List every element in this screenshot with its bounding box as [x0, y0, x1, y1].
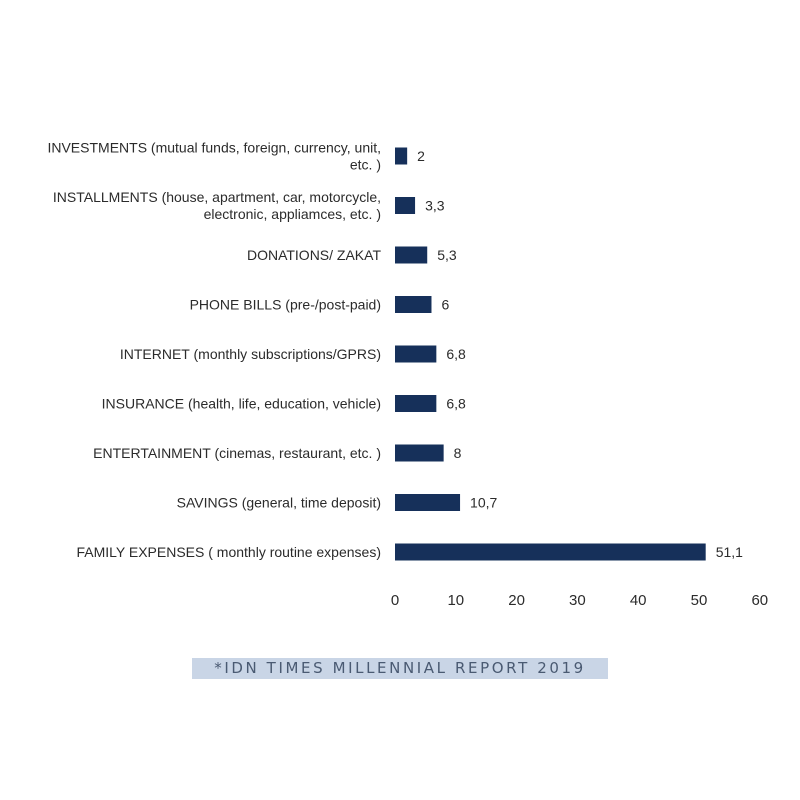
- category-label-6: ENTERTAINMENT (cinemas, restaurant, etc. ): [93, 445, 381, 461]
- x-tick-label-6: 60: [751, 592, 769, 609]
- x-tick-label-5: 50: [690, 592, 708, 609]
- x-tick-label-4: 40: [629, 592, 647, 609]
- value-label-2: 5,3: [437, 247, 457, 263]
- bar-2: [395, 247, 427, 264]
- value-label-6: 8: [453, 445, 462, 461]
- value-label-0: 2: [417, 148, 425, 164]
- value-label-5: 6,8: [446, 395, 466, 412]
- category-label-2: DONATIONS/ ZAKAT: [246, 247, 381, 263]
- category-label-0-line-0: INVESTMENTS (mutual funds, foreign, currency, unit,: [47, 139, 381, 156]
- category-label-1-line-0: INSTALLMENTS (house, apartment, car, motorcycle,: [52, 189, 381, 205]
- bar-3: [395, 296, 431, 313]
- value-labels: [417, 148, 743, 560]
- bar-8: [395, 544, 706, 561]
- category-label-0-line-1: etc. ): [349, 156, 381, 173]
- bar-6: [395, 445, 444, 462]
- category-label-7: SAVINGS (general, time deposit): [176, 494, 381, 511]
- category-labels: [47, 140, 381, 561]
- category-label-5: INSURANCE (health, life, education, vehicle): [101, 395, 381, 412]
- x-tick-label-3: 30: [569, 592, 586, 609]
- value-label-8: 51,1: [715, 544, 743, 560]
- x-tick-label-1: 10: [447, 592, 465, 609]
- bar-7: [395, 494, 460, 511]
- bar-1: [395, 197, 415, 214]
- bar-5: [395, 395, 436, 412]
- value-label-7: 10,7: [470, 494, 498, 511]
- bar-4: [395, 346, 436, 363]
- value-label-3: 6: [441, 296, 450, 313]
- x-tick-label-0: 0: [390, 592, 400, 609]
- value-label-4: 6,8: [446, 346, 466, 362]
- x-tick-label-2: 20: [508, 592, 525, 609]
- category-label-4: INTERNET (monthly subscriptions/GPRS): [119, 346, 381, 362]
- x-axis-ticks: [391, 592, 768, 609]
- value-label-1: 3,3: [425, 197, 445, 214]
- category-label-3: PHONE BILLS (pre-/post-paid): [189, 296, 381, 313]
- bar-0: [395, 148, 407, 165]
- source-note: *IDN TIMES MILLENNIAL REPORT 2019: [192, 658, 608, 679]
- category-label-8: FAMILY EXPENSES ( monthly routine expenses): [76, 544, 381, 560]
- category-label-1-line-1: electronic, appliamces, etc. ): [203, 206, 381, 222]
